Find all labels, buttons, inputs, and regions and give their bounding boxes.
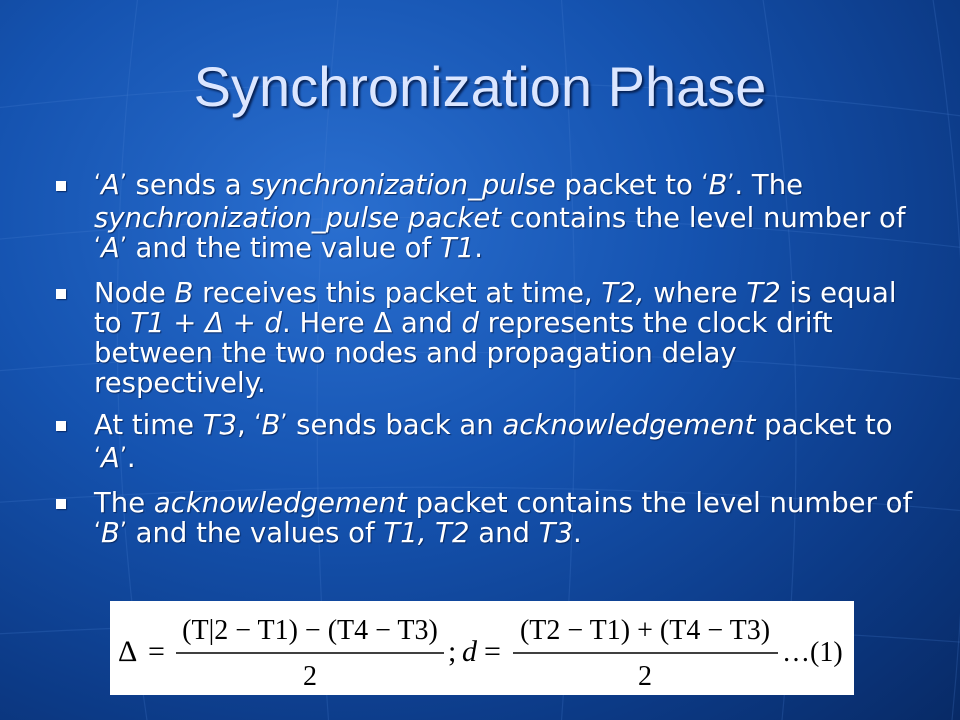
- square-bullet-icon: [56, 499, 66, 509]
- bullet-item: [56, 488, 916, 551]
- quote-mark: ’: [119, 171, 127, 196]
- slide-title: Synchronization Phase: [193, 55, 767, 118]
- italic-text: A: [101, 442, 120, 474]
- italic-text: A: [101, 169, 120, 201]
- text-run: contains the level number of: [501, 202, 906, 234]
- bullet-item: [56, 170, 916, 266]
- text-run: and: [469, 517, 539, 549]
- bullet-item: [56, 410, 916, 476]
- italic-text: acknowledgement: [153, 487, 407, 519]
- italic-text: d: [461, 307, 479, 339]
- text-run: sends back an: [287, 409, 503, 441]
- text-run: represents the clock drift between the two nodes and propagation delay respectively.: [94, 307, 833, 399]
- quote-mark: ’: [280, 411, 288, 436]
- text-run: packet to: [555, 169, 702, 201]
- formula-d-symbol: d: [462, 635, 477, 668]
- text-run: where: [644, 277, 747, 309]
- formula-delta-denominator: 2: [303, 661, 317, 692]
- text-run: sends a: [126, 169, 251, 201]
- bullet-text: [94, 169, 906, 264]
- square-bullet-icon: [56, 289, 66, 299]
- italic-text: synchronization_pulse: [250, 169, 556, 201]
- text-run: receives this packet at time,: [193, 277, 602, 309]
- quote-mark: ’: [727, 171, 735, 196]
- italic-text: B: [708, 169, 728, 201]
- quote-mark: ‘: [94, 171, 101, 196]
- formula-equals-1: =: [148, 635, 165, 668]
- formula-suffix: …(1): [782, 637, 843, 668]
- italic-text: acknowledgement: [502, 409, 756, 441]
- bullet-item: [56, 278, 916, 398]
- bullet-text: [94, 409, 893, 474]
- formula-d-numerator: (T2 − T1) + (T4 − T3): [519, 615, 771, 646]
- italic-text: T2: [746, 277, 781, 309]
- quote-mark: ‘: [701, 171, 709, 196]
- quote-mark: ’: [119, 444, 127, 469]
- italic-text: T1: [439, 232, 475, 264]
- text-run: . The: [734, 169, 804, 201]
- text-run: and the time value of: [126, 232, 440, 264]
- text-run: .: [474, 232, 483, 264]
- formula-d-denominator: 2: [638, 661, 652, 692]
- quote-mark: ’: [119, 234, 127, 259]
- text-run: .: [573, 517, 582, 549]
- text-run: .: [126, 442, 136, 474]
- square-bullet-icon: [56, 421, 66, 431]
- text-run: packet to: [755, 409, 893, 441]
- text-run: is equal to: [94, 277, 897, 339]
- italic-text: A: [101, 232, 120, 264]
- formula-delta-symbol: Δ: [118, 635, 138, 668]
- text-run: At time: [94, 409, 203, 441]
- text-run: packet contains the level number of: [406, 487, 913, 519]
- italic-text: T3: [538, 517, 574, 549]
- text-run: The: [94, 487, 154, 519]
- italic-text: T2,: [601, 277, 645, 309]
- text-run: and the values of: [126, 517, 384, 549]
- quote-mark: ‘: [94, 444, 101, 469]
- quote-mark: ‘: [94, 234, 101, 259]
- text-run: . Here Δ and: [281, 307, 462, 339]
- square-bullet-icon: [56, 181, 66, 191]
- formula-equals-2: =: [484, 635, 501, 668]
- italic-text: B: [101, 517, 120, 549]
- italic-text: synchronization_pulse packet: [94, 202, 502, 234]
- italic-text: B: [261, 409, 281, 441]
- text-run: ,: [237, 409, 255, 441]
- formula-image: [110, 601, 854, 695]
- italic-text: T1, T2: [383, 517, 470, 549]
- italic-text: T3: [202, 409, 238, 441]
- formula-separator: ;: [448, 635, 457, 668]
- italic-text: B: [174, 277, 194, 309]
- bullet-text: [94, 277, 896, 399]
- quote-mark: ’: [119, 519, 127, 544]
- bullet-text: [94, 487, 912, 549]
- italic-text: T1 + Δ + d: [130, 307, 282, 339]
- formula-delta-numerator: (T|2 − T1) − (T4 − T3): [182, 615, 438, 646]
- quote-mark: ‘: [94, 519, 101, 544]
- text-run: Node: [94, 277, 175, 309]
- quote-mark: ‘: [254, 411, 262, 436]
- bullet-list: [56, 170, 916, 563]
